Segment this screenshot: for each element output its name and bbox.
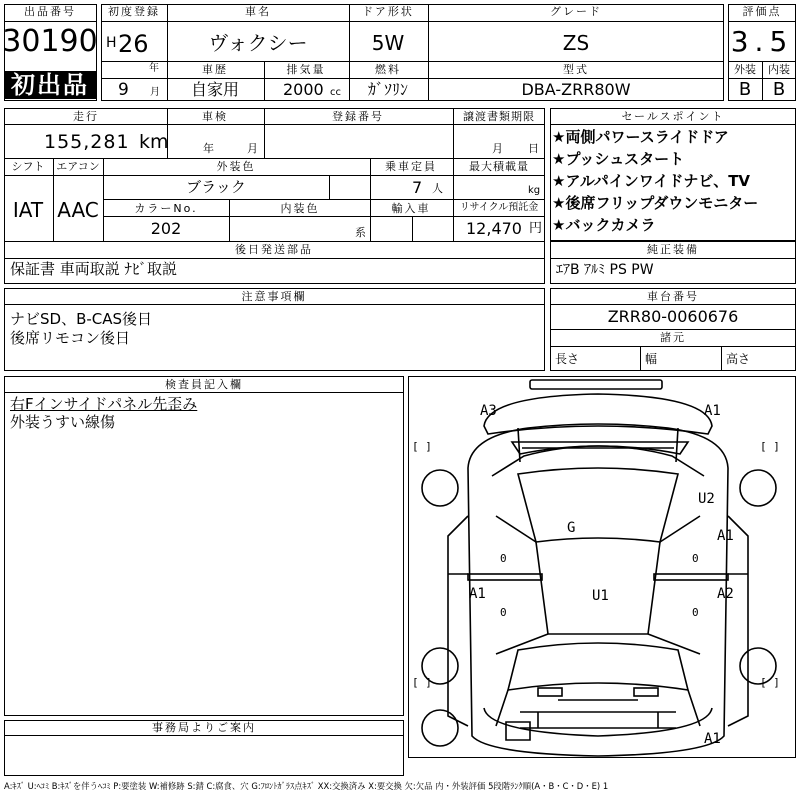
fuel: ｶﾞｿﾘﾝ [367, 80, 409, 99]
recycle-unit: 円 [529, 221, 543, 236]
zero-marker: 0 [500, 606, 507, 619]
car-name: ヴォクシー [208, 31, 308, 55]
bracket-marker: [ ] [412, 676, 432, 689]
dims-label: 諸元 [660, 331, 686, 344]
sales-point: ★プッシュスタート [552, 150, 685, 168]
inspection-year-unit: 年 [203, 142, 214, 155]
note-line: ナビSD、B-CAS後日 [10, 310, 153, 328]
inspector-line: 外装うすい線傷 [10, 413, 116, 431]
notes-label: 注意事項欄 [241, 290, 307, 303]
sales-point: ★バックカメラ [552, 216, 656, 234]
door-type: 5W [371, 31, 405, 55]
recycle-deposit: 12,470 [466, 219, 522, 238]
zero-marker: 0 [692, 606, 699, 619]
plate-label: 登録番号 [332, 110, 384, 123]
zero-marker: 0 [692, 552, 699, 565]
mark-g: G [567, 520, 576, 536]
shift: IAT [12, 198, 44, 222]
sales-points-label: セールスポイント [621, 110, 725, 123]
mark-a2: A2 [717, 586, 734, 602]
sales-point: ★両側パワースライドドア [552, 128, 729, 146]
inspection-label: 車検 [202, 110, 228, 123]
legend: A:ｷｽﾞ U:ﾍｺﾐ B:ｷｽﾞを伴うﾍｺﾐ P:要塗装 W:補修跡 S:錆 C:腐食、穴 G:ﾌﾛﾝﾄｶﾞﾗｽ点ｷｽﾞ XX:交換済み X:要交換 欠:欠品 内・外装評価 5段階ﾗﾝｸ順(A・B・C・D・E) 1 [4, 781, 609, 791]
transfer-label: 譲渡書類期限 [463, 110, 535, 123]
mark-a1-front: A1 [704, 403, 721, 419]
grade-label: グレード [550, 5, 602, 18]
history-label: 車歴 [202, 63, 228, 76]
damage-marks [469, 403, 734, 747]
displacement-unit: cc [330, 87, 341, 98]
shift-label: シフト [11, 160, 45, 173]
capacity-label: 乗車定員 [385, 160, 437, 173]
ext-color: ブラック [186, 178, 246, 196]
first-listing-label: 初出品 [11, 71, 89, 99]
width-label: 幅 [645, 352, 658, 366]
door-label: ドア形状 [362, 5, 414, 18]
sales-point: ★後席フリップダウンモニター [552, 194, 759, 212]
mileage-label: 走行 [73, 110, 99, 123]
length-label: 長さ [555, 352, 580, 366]
int-color-unit: 系 [355, 226, 366, 239]
inspector-label: 検査員記入欄 [165, 378, 243, 391]
import-label: 輸入車 [391, 202, 431, 215]
recycle-label: リサイクル預託金 [459, 202, 539, 213]
car-damage-diagram [408, 376, 796, 758]
overall-score: 3.5 [730, 25, 794, 58]
chassis-label: 車台番号 [647, 290, 699, 303]
equipment: ｴｱB ｱﾙﾐ PS PW [556, 262, 654, 278]
car-name-label: 車名 [245, 5, 271, 18]
later-parts-label: 後日発送部品 [235, 243, 313, 256]
bracket-marker: [ ] [412, 440, 432, 453]
height-label: 高さ [726, 352, 751, 366]
capacity: 7 [412, 178, 423, 197]
bracket-marker: [ ] [760, 440, 780, 453]
grade: ZS [562, 31, 590, 55]
bracket-marker: [ ] [760, 676, 780, 689]
history: 自家用 [190, 80, 240, 99]
exterior-score-label: 外装 [734, 63, 756, 76]
reg-year: 26 [118, 30, 149, 58]
interior-score: B [772, 79, 786, 100]
score-label: 評価点 [742, 5, 782, 18]
sales-point: ★アルパインワイドナビ、TV [552, 172, 751, 190]
fuel-label: 燃料 [375, 63, 401, 76]
mark-u1: U1 [592, 588, 609, 604]
color-no: 202 [150, 219, 182, 238]
load-label: 最大積載量 [469, 160, 529, 173]
equipment-label: 純正装備 [647, 243, 699, 256]
mark-a3: A3 [480, 403, 497, 419]
interior-score-label: 内装 [768, 63, 790, 76]
inspector-line: 右Fインサイドパネル先歪み [10, 395, 198, 413]
note-line: 後席リモコン後日 [10, 329, 131, 347]
model-label: 型式 [563, 63, 589, 76]
displacement: 2000 [283, 80, 324, 99]
car-outline [422, 380, 776, 756]
mileage: 155,281 [44, 131, 130, 153]
transfer-day-unit: 日 [528, 142, 539, 155]
lot-number: 30190 [2, 24, 98, 59]
mark-a1-left: A1 [469, 586, 486, 602]
load-unit: kg [528, 185, 541, 196]
capacity-unit: 人 [432, 182, 443, 195]
int-color-label: 内装色 [280, 202, 320, 215]
ac: AAC [57, 198, 99, 222]
mark-u2: U2 [698, 491, 715, 507]
mileage-unit: km [139, 131, 169, 153]
mark-a1-right-front: A1 [717, 528, 734, 544]
ac-label: エアコン [56, 160, 100, 173]
chassis-number: ZRR80-0060676 [607, 307, 739, 326]
displacement-label: 排気量 [286, 63, 326, 76]
office-label: 事務局よりご案内 [152, 721, 256, 734]
reg-year-unit: 年 [149, 63, 159, 74]
exterior-score: B [738, 79, 752, 100]
reg-month-unit: 月 [150, 87, 160, 98]
color-no-label: カラーNo. [134, 202, 198, 215]
era: H [106, 35, 117, 51]
first-reg-label: 初度登録 [108, 5, 160, 18]
model-code: DBA-ZRR80W [521, 80, 631, 99]
later-parts: 保証書 車両取説 ﾅﾋﾞ取説 [10, 260, 178, 278]
transfer-month-unit: 月 [492, 142, 503, 155]
inspection-month-unit: 月 [247, 142, 258, 155]
lot-number-label: 出品番号 [24, 5, 76, 18]
reg-month: 9 [118, 80, 129, 100]
zero-marker: 0 [500, 552, 507, 565]
ext-color-label: 外装色 [216, 160, 256, 173]
mark-a1-rear: A1 [704, 731, 721, 747]
